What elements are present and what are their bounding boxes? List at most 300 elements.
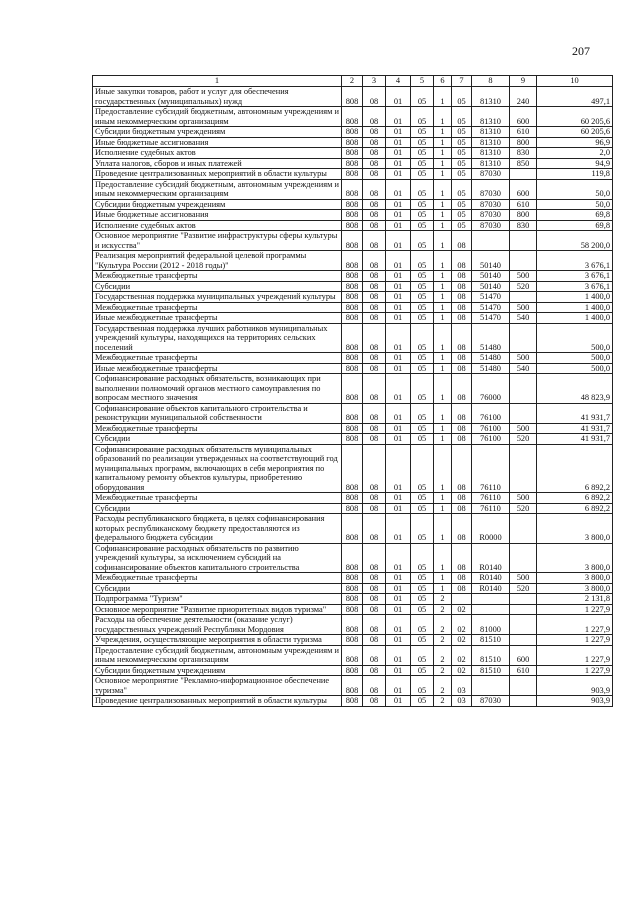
- amount-cell: 1 227,9: [537, 645, 613, 665]
- row-description: Расходы республиканского бюджета, в целях софинансирования которых республиканскому бюджету предоставляются из федерального бюджета субсидии: [93, 514, 342, 544]
- amount-cell: 497,1: [537, 87, 613, 107]
- subsection-cell: 01: [386, 169, 411, 180]
- admin-code-cell: 808: [342, 573, 363, 584]
- subsection-cell: 01: [386, 292, 411, 303]
- subsection-cell: 01: [386, 583, 411, 594]
- section-cell: 08: [363, 573, 386, 584]
- admin-code-cell: 808: [342, 363, 363, 374]
- event-cell: 05: [452, 220, 472, 231]
- target-article-cell: 76110: [472, 493, 510, 504]
- subprogram-cell: 1: [434, 210, 452, 221]
- target-article-cell: 51470: [472, 292, 510, 303]
- column-header: 8: [472, 76, 510, 87]
- admin-code-cell: 808: [342, 271, 363, 282]
- row-description: Межбюджетные трансферты: [93, 573, 342, 584]
- target-article-cell: 81000: [472, 615, 510, 635]
- row-description: Софинансирование расходных обязательств муниципальных образований по реализации утвержденных на соответствующий год муниципальных программ, включающих в себя мероприятия по капитальному ремонту объектов культуры, приобретению оборудования: [93, 444, 342, 493]
- expense-type-cell: [510, 323, 537, 353]
- program-cell: 05: [411, 231, 434, 251]
- event-cell: 08: [452, 302, 472, 313]
- subsection-cell: 01: [386, 514, 411, 544]
- column-header: 2: [342, 76, 363, 87]
- amount-cell: 3 676,1: [537, 271, 613, 282]
- section-cell: 08: [363, 137, 386, 148]
- subsection-cell: 01: [386, 107, 411, 127]
- admin-code-cell: 808: [342, 615, 363, 635]
- column-header: 6: [434, 76, 452, 87]
- table-row: [93, 281, 613, 292]
- subprogram-cell: 1: [434, 493, 452, 504]
- table-row: [93, 199, 613, 210]
- event-cell: 02: [452, 604, 472, 615]
- subsection-cell: 01: [386, 363, 411, 374]
- table-row: [93, 583, 613, 594]
- program-cell: 05: [411, 543, 434, 573]
- program-cell: 05: [411, 313, 434, 324]
- column-header: 5: [411, 76, 434, 87]
- expense-type-cell: 520: [510, 583, 537, 594]
- amount-cell: 3 676,1: [537, 251, 613, 271]
- amount-cell: 69,8: [537, 220, 613, 231]
- subprogram-cell: 1: [434, 423, 452, 434]
- table-row: [93, 127, 613, 138]
- subprogram-cell: 1: [434, 302, 452, 313]
- subsection-cell: 01: [386, 604, 411, 615]
- expense-type-cell: 800: [510, 137, 537, 148]
- subprogram-cell: 1: [434, 127, 452, 138]
- amount-cell: 41 931,7: [537, 403, 613, 423]
- expense-type-cell: 500: [510, 271, 537, 282]
- section-cell: 08: [363, 210, 386, 221]
- target-article-cell: 76000: [472, 374, 510, 404]
- event-cell: 08: [452, 543, 472, 573]
- table-row: [93, 423, 613, 434]
- expense-type-cell: 540: [510, 363, 537, 374]
- amount-cell: 1 227,9: [537, 615, 613, 635]
- target-article-cell: R0140: [472, 583, 510, 594]
- amount-cell: 1 400,0: [537, 313, 613, 324]
- table-row: [93, 635, 613, 646]
- admin-code-cell: 808: [342, 169, 363, 180]
- program-cell: 05: [411, 107, 434, 127]
- section-cell: 08: [363, 169, 386, 180]
- subprogram-cell: 1: [434, 514, 452, 544]
- table-row: [93, 543, 613, 573]
- subprogram-cell: 1: [434, 169, 452, 180]
- event-cell: 05: [452, 158, 472, 169]
- subprogram-cell: 1: [434, 374, 452, 404]
- row-description: Подпрограмма "Туризм": [93, 594, 342, 605]
- admin-code-cell: 808: [342, 127, 363, 138]
- program-cell: 05: [411, 514, 434, 544]
- admin-code-cell: 808: [342, 374, 363, 404]
- amount-cell: 1 227,9: [537, 635, 613, 646]
- program-cell: 05: [411, 210, 434, 221]
- event-cell: 08: [452, 323, 472, 353]
- subprogram-cell: 1: [434, 148, 452, 159]
- event-cell: 02: [452, 615, 472, 635]
- table-row: [93, 210, 613, 221]
- section-cell: 08: [363, 514, 386, 544]
- table-row: [93, 87, 613, 107]
- row-description: Реализация мероприятий федеральной целевой программы "Культура России (2012 - 2018 годы)": [93, 251, 342, 271]
- admin-code-cell: 808: [342, 676, 363, 696]
- program-cell: 05: [411, 137, 434, 148]
- expense-type-cell: 600: [510, 179, 537, 199]
- admin-code-cell: 808: [342, 313, 363, 324]
- subprogram-cell: 1: [434, 353, 452, 364]
- subprogram-cell: 1: [434, 107, 452, 127]
- subsection-cell: 01: [386, 127, 411, 138]
- event-cell: 08: [452, 434, 472, 445]
- target-article-cell: 87030: [472, 199, 510, 210]
- expense-type-cell: 500: [510, 493, 537, 504]
- amount-cell: 1 400,0: [537, 292, 613, 303]
- event-cell: 05: [452, 87, 472, 107]
- expense-type-cell: [510, 169, 537, 180]
- target-article-cell: 81310: [472, 107, 510, 127]
- admin-code-cell: 808: [342, 158, 363, 169]
- event-cell: 05: [452, 148, 472, 159]
- target-article-cell: 51480: [472, 363, 510, 374]
- admin-code-cell: 808: [342, 231, 363, 251]
- admin-code-cell: 808: [342, 199, 363, 210]
- subsection-cell: 01: [386, 503, 411, 514]
- expense-type-cell: 500: [510, 423, 537, 434]
- amount-cell: 60 205,6: [537, 127, 613, 138]
- subprogram-cell: 2: [434, 604, 452, 615]
- subprogram-cell: 1: [434, 403, 452, 423]
- row-description: Межбюджетные трансферты: [93, 423, 342, 434]
- program-cell: 05: [411, 403, 434, 423]
- table-row: [93, 363, 613, 374]
- expense-type-cell: [510, 403, 537, 423]
- row-description: Основное мероприятие "Развитие приоритетных видов туризма": [93, 604, 342, 615]
- subsection-cell: 01: [386, 444, 411, 493]
- expense-type-cell: [510, 292, 537, 303]
- table-row: [93, 313, 613, 324]
- program-cell: 05: [411, 271, 434, 282]
- subprogram-cell: 2: [434, 665, 452, 676]
- admin-code-cell: 808: [342, 137, 363, 148]
- program-cell: 05: [411, 87, 434, 107]
- row-description: Софинансирование объектов капитального строительства и реконструкции муниципальной собственности: [93, 403, 342, 423]
- row-description: Софинансирование расходных обязательств, возникающих при выполнении полномочий органов местного самоуправления по вопросам местного значения: [93, 374, 342, 404]
- row-description: Межбюджетные трансферты: [93, 493, 342, 504]
- subsection-cell: 01: [386, 353, 411, 364]
- admin-code-cell: 808: [342, 645, 363, 665]
- expense-type-cell: 240: [510, 87, 537, 107]
- target-article-cell: 81310: [472, 148, 510, 159]
- row-description: Межбюджетные трансферты: [93, 353, 342, 364]
- subsection-cell: 01: [386, 179, 411, 199]
- row-description: Государственная поддержка лучших работников муниципальных учреждений культуры, находящихся на территориях сельских поселений: [93, 323, 342, 353]
- row-description: Учреждения, осуществляющие мероприятия в области туризма: [93, 635, 342, 646]
- amount-cell: 1 227,9: [537, 665, 613, 676]
- section-cell: 08: [363, 271, 386, 282]
- admin-code-cell: 808: [342, 434, 363, 445]
- table-row: [93, 573, 613, 584]
- expense-type-cell: [510, 543, 537, 573]
- admin-code-cell: 808: [342, 281, 363, 292]
- row-description: Субсидии: [93, 434, 342, 445]
- program-cell: 05: [411, 353, 434, 364]
- section-cell: 08: [363, 676, 386, 696]
- subsection-cell: 01: [386, 594, 411, 605]
- admin-code-cell: 808: [342, 514, 363, 544]
- expense-type-cell: [510, 635, 537, 646]
- target-article-cell: 87030: [472, 220, 510, 231]
- table-row: [93, 374, 613, 404]
- program-cell: 05: [411, 423, 434, 434]
- table-row: [93, 353, 613, 364]
- subprogram-cell: 2: [434, 594, 452, 605]
- event-cell: 08: [452, 374, 472, 404]
- program-cell: 05: [411, 169, 434, 180]
- program-cell: 05: [411, 199, 434, 210]
- column-header: 9: [510, 76, 537, 87]
- subprogram-cell: 2: [434, 645, 452, 665]
- target-article-cell: 51470: [472, 302, 510, 313]
- section-cell: 08: [363, 323, 386, 353]
- event-cell: 08: [452, 271, 472, 282]
- target-article-cell: 81510: [472, 645, 510, 665]
- target-article-cell: 81510: [472, 635, 510, 646]
- row-description: Основное мероприятие "Развитие инфраструктуры сферы культуры и искусства": [93, 231, 342, 251]
- expense-type-cell: [510, 231, 537, 251]
- section-cell: 08: [363, 583, 386, 594]
- event-cell: 02: [452, 635, 472, 646]
- subsection-cell: 01: [386, 210, 411, 221]
- subsection-cell: 01: [386, 493, 411, 504]
- table-body: [93, 87, 613, 707]
- program-cell: 05: [411, 302, 434, 313]
- admin-code-cell: 808: [342, 665, 363, 676]
- amount-cell: 903,9: [537, 676, 613, 696]
- event-cell: 08: [452, 363, 472, 374]
- table-row: [93, 594, 613, 605]
- subprogram-cell: 1: [434, 543, 452, 573]
- table-row: [93, 179, 613, 199]
- target-article-cell: 87030: [472, 210, 510, 221]
- target-article-cell: 76100: [472, 403, 510, 423]
- section-cell: 08: [363, 87, 386, 107]
- table-row: [93, 271, 613, 282]
- amount-cell: 1 227,9: [537, 604, 613, 615]
- row-description: Проведение централизованных мероприятий в области культуры: [93, 696, 342, 707]
- row-description: Субсидии бюджетным учреждениям: [93, 199, 342, 210]
- subsection-cell: 01: [386, 374, 411, 404]
- subsection-cell: 01: [386, 403, 411, 423]
- row-description: Субсидии бюджетным учреждениям: [93, 665, 342, 676]
- section-cell: 08: [363, 363, 386, 374]
- event-cell: 05: [452, 107, 472, 127]
- subprogram-cell: 1: [434, 503, 452, 514]
- admin-code-cell: 808: [342, 292, 363, 303]
- table-row: [93, 169, 613, 180]
- expense-type-cell: 520: [510, 281, 537, 292]
- subprogram-cell: 1: [434, 199, 452, 210]
- subsection-cell: 01: [386, 665, 411, 676]
- amount-cell: 2 131,8: [537, 594, 613, 605]
- program-cell: 05: [411, 434, 434, 445]
- amount-cell: 6 892,2: [537, 503, 613, 514]
- expense-type-cell: 850: [510, 158, 537, 169]
- expense-type-cell: 500: [510, 302, 537, 313]
- subsection-cell: 01: [386, 158, 411, 169]
- subsection-cell: 01: [386, 220, 411, 231]
- program-cell: 05: [411, 220, 434, 231]
- row-description: Предоставление субсидий бюджетным, автономным учреждениям и иным некоммерческим организациям: [93, 645, 342, 665]
- subsection-cell: 01: [386, 543, 411, 573]
- expense-type-cell: 800: [510, 210, 537, 221]
- target-article-cell: [472, 676, 510, 696]
- expense-type-cell: 600: [510, 645, 537, 665]
- row-description: Исполнение судебных актов: [93, 220, 342, 231]
- section-cell: 08: [363, 158, 386, 169]
- program-cell: 05: [411, 573, 434, 584]
- section-cell: 08: [363, 615, 386, 635]
- subsection-cell: 01: [386, 199, 411, 210]
- admin-code-cell: 808: [342, 220, 363, 231]
- section-cell: 08: [363, 594, 386, 605]
- program-cell: 05: [411, 615, 434, 635]
- event-cell: 08: [452, 251, 472, 271]
- table-row: [93, 434, 613, 445]
- event-cell: 08: [452, 583, 472, 594]
- admin-code-cell: 808: [342, 148, 363, 159]
- subprogram-cell: 1: [434, 87, 452, 107]
- program-cell: 05: [411, 127, 434, 138]
- row-description: Межбюджетные трансферты: [93, 302, 342, 313]
- subprogram-cell: 1: [434, 292, 452, 303]
- event-cell: 08: [452, 503, 472, 514]
- header-row: [93, 76, 613, 87]
- amount-cell: 48 823,9: [537, 374, 613, 404]
- subsection-cell: 01: [386, 251, 411, 271]
- target-article-cell: [472, 594, 510, 605]
- event-cell: 08: [452, 231, 472, 251]
- program-cell: 05: [411, 645, 434, 665]
- expense-type-cell: 540: [510, 313, 537, 324]
- row-description: Расходы на обеспечение деятельности (оказание услуг) государственных учреждений Республики Мордовия: [93, 615, 342, 635]
- row-description: Уплата налогов, сборов и иных платежей: [93, 158, 342, 169]
- event-cell: 05: [452, 199, 472, 210]
- column-header: 7: [452, 76, 472, 87]
- program-cell: 05: [411, 493, 434, 504]
- expense-type-cell: 830: [510, 220, 537, 231]
- event-cell: 05: [452, 137, 472, 148]
- expense-type-cell: 610: [510, 127, 537, 138]
- table-row: [93, 251, 613, 271]
- admin-code-cell: 808: [342, 210, 363, 221]
- section-cell: 08: [363, 251, 386, 271]
- subsection-cell: 01: [386, 137, 411, 148]
- amount-cell: 96,9: [537, 137, 613, 148]
- subsection-cell: 01: [386, 635, 411, 646]
- row-description: Иные межбюджетные трансферты: [93, 313, 342, 324]
- subsection-cell: 01: [386, 423, 411, 434]
- amount-cell: 94,9: [537, 158, 613, 169]
- row-description: Исполнение судебных актов: [93, 148, 342, 159]
- subprogram-cell: 1: [434, 573, 452, 584]
- subsection-cell: 01: [386, 676, 411, 696]
- target-article-cell: 76110: [472, 503, 510, 514]
- program-cell: 05: [411, 583, 434, 594]
- subprogram-cell: 1: [434, 251, 452, 271]
- expense-type-cell: 830: [510, 148, 537, 159]
- subprogram-cell: 1: [434, 363, 452, 374]
- target-article-cell: 87030: [472, 169, 510, 180]
- section-cell: 08: [363, 199, 386, 210]
- program-cell: 05: [411, 635, 434, 646]
- amount-cell: 3 800,0: [537, 573, 613, 584]
- event-cell: 08: [452, 423, 472, 434]
- amount-cell: 903,9: [537, 696, 613, 707]
- admin-code-cell: 808: [342, 423, 363, 434]
- subsection-cell: 01: [386, 281, 411, 292]
- event-cell: 08: [452, 281, 472, 292]
- event-cell: [452, 594, 472, 605]
- target-article-cell: 50140: [472, 251, 510, 271]
- column-header: 1: [93, 76, 342, 87]
- target-article-cell: 81310: [472, 137, 510, 148]
- row-description: Проведение централизованных мероприятий в области культуры: [93, 169, 342, 180]
- event-cell: 08: [452, 353, 472, 364]
- target-article-cell: 51480: [472, 353, 510, 364]
- section-cell: 08: [363, 444, 386, 493]
- target-article-cell: 50140: [472, 281, 510, 292]
- target-article-cell: 76100: [472, 423, 510, 434]
- expense-type-cell: [510, 604, 537, 615]
- section-cell: 08: [363, 231, 386, 251]
- expense-type-cell: [510, 615, 537, 635]
- table-row: [93, 302, 613, 313]
- subsection-cell: 01: [386, 645, 411, 665]
- program-cell: 05: [411, 503, 434, 514]
- amount-cell: 1 400,0: [537, 302, 613, 313]
- event-cell: 02: [452, 665, 472, 676]
- amount-cell: 58 200,0: [537, 231, 613, 251]
- subsection-cell: 01: [386, 302, 411, 313]
- section-cell: 08: [363, 292, 386, 303]
- program-cell: 05: [411, 323, 434, 353]
- row-description: Субсидии: [93, 281, 342, 292]
- admin-code-cell: 808: [342, 543, 363, 573]
- admin-code-cell: 808: [342, 179, 363, 199]
- expense-type-cell: [510, 676, 537, 696]
- row-description: Предоставление субсидий бюджетным, автономным учреждениям и иным некоммерческим организациям: [93, 179, 342, 199]
- event-cell: 02: [452, 645, 472, 665]
- table-header: [93, 76, 613, 87]
- section-cell: 08: [363, 493, 386, 504]
- page-number: 207: [572, 44, 590, 58]
- subsection-cell: 01: [386, 87, 411, 107]
- amount-cell: 3 800,0: [537, 583, 613, 594]
- expense-type-cell: 610: [510, 199, 537, 210]
- section-cell: 08: [363, 353, 386, 364]
- subprogram-cell: 2: [434, 635, 452, 646]
- admin-code-cell: 808: [342, 604, 363, 615]
- target-article-cell: 76100: [472, 434, 510, 445]
- admin-code-cell: 808: [342, 403, 363, 423]
- target-article-cell: 87030: [472, 696, 510, 707]
- table-row: [93, 148, 613, 159]
- section-cell: 08: [363, 179, 386, 199]
- table-row: [93, 231, 613, 251]
- admin-code-cell: 808: [342, 635, 363, 646]
- subprogram-cell: 1: [434, 179, 452, 199]
